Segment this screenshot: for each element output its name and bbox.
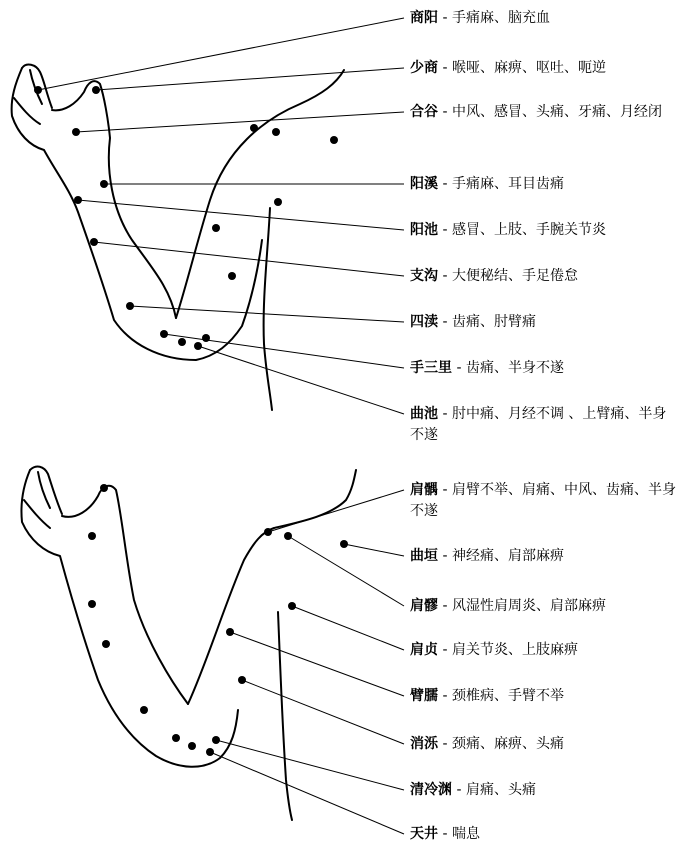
acupoint-name: 少商 (410, 60, 438, 76)
label-shousanli (410, 358, 564, 379)
acupoint-desc: - 手痛麻、脑充血 (438, 10, 550, 26)
acupoint-dot (212, 736, 220, 744)
acupoint-desc: - 肩痛、头痛 (452, 782, 536, 798)
acupoint-dot (102, 640, 110, 648)
acupoint-dot (160, 330, 168, 338)
leader-jianzhen (292, 606, 404, 650)
lower-thumb (62, 486, 188, 704)
acupoint-desc: - 颈椎病、手臂不举 (438, 688, 564, 704)
acupoint-name: 支沟 (410, 268, 438, 284)
acupoint-desc: - 颈痛、麻痹、头痛 (438, 736, 564, 752)
lower-arm-back-line (278, 612, 292, 820)
leader-xiaoluo (242, 680, 404, 744)
acupoint-dot (284, 532, 292, 540)
acupoint-desc: - 齿痛、肘臂痛 (438, 314, 536, 330)
acupoint-desc: - 风湿性肩周炎、肩部麻痹 (438, 598, 606, 614)
acupoint-desc: - 齿痛、半身不遂 (452, 360, 564, 376)
acupoint-dot (34, 86, 42, 94)
acupoint-name: 商阳 (410, 10, 438, 26)
acupoint-name: 阳溪 (410, 176, 438, 192)
acupoint-dot (226, 628, 234, 636)
acupoint-dot (250, 124, 258, 132)
acupoint-dot (140, 706, 148, 714)
acupoint-dot (100, 484, 108, 492)
acupoint-name: 曲池 (410, 406, 438, 422)
leader-shangyang (38, 18, 404, 90)
acupoint-name: 四渎 (410, 314, 438, 330)
acupoint-name: 天井 (410, 826, 438, 842)
acupoint-name: 臂臑 (410, 688, 438, 704)
acupoint-dot (330, 136, 338, 144)
leader-zhigou (94, 242, 404, 276)
acupoint-desc: - 喉哑、麻痹、呕吐、呃逆 (438, 60, 606, 76)
label-quchi (410, 404, 680, 446)
leader-qinglengyuan (216, 740, 404, 790)
acupoint-dot (272, 128, 280, 136)
acupoint-name: 手三里 (410, 360, 452, 376)
label-jianzhen (410, 640, 578, 661)
leader-quyuan (344, 544, 404, 556)
acupoint-dot (88, 600, 96, 608)
label-yangxi (410, 174, 564, 195)
acupoint-dot (74, 196, 82, 204)
acupoint-desc: - 喘息 (438, 826, 480, 842)
acupoint-dot (126, 302, 134, 310)
acupoint-name: 阳池 (410, 222, 438, 238)
label-shangyang (410, 8, 550, 29)
acupoint-desc: - 肘中痛、月经不调 、上臂痛、半身不遂 (410, 406, 667, 443)
label-shaoshang (410, 58, 606, 79)
label-jianliao (410, 596, 606, 617)
acupoint-dot (100, 180, 108, 188)
label-jianyu (410, 480, 680, 522)
acupoint-dot (202, 334, 210, 342)
upper-arm-outline (12, 68, 262, 360)
leader-binao (230, 632, 404, 696)
acupoint-name: 肩髎 (410, 598, 438, 614)
acupoint-dot (340, 540, 348, 548)
acupoint-desc: - 神经痛、肩部麻痹 (438, 548, 564, 564)
leader-quchi (198, 346, 404, 414)
acupoint-dot (274, 198, 282, 206)
upper-thumb (52, 81, 176, 318)
acupoint-desc: - 感冒、上肢、手腕关节炎 (438, 222, 606, 238)
acupoint-desc: - 肩关节炎、上肢麻痹 (438, 642, 578, 658)
acupoint-dot (206, 748, 214, 756)
label-hegu (410, 102, 670, 123)
leader-yangchi (78, 200, 404, 230)
acupoint-dot (238, 676, 246, 684)
acupoint-desc: - 大便秘结、手足倦怠 (438, 268, 578, 284)
label-sidu (410, 312, 536, 333)
acupoint-desc: - 手痛麻、耳目齿痛 (438, 176, 564, 192)
upper-arm-inner-line (176, 70, 344, 318)
label-tianjing (410, 824, 480, 845)
leader-jianyu (268, 490, 404, 532)
acupoint-dot (188, 742, 196, 750)
label-xiaoluo (410, 734, 564, 755)
leader-sidu (130, 306, 404, 322)
acupoint-dot (228, 272, 236, 280)
label-yangchi (410, 220, 606, 241)
upper-arm-back-line (264, 208, 272, 410)
acupoint-desc: - 肩臂不举、肩痛、中风、齿痛、半身不遂 (410, 482, 676, 519)
label-qinglengyuan (410, 780, 536, 801)
label-binao (410, 686, 564, 707)
lower-arm-outline (21, 470, 238, 767)
acupoint-dot (172, 734, 180, 742)
leader-shousanli (164, 334, 404, 368)
lower-hand-fingers (24, 467, 62, 528)
leader-hegu (76, 112, 404, 132)
acupoint-dot (90, 238, 98, 246)
acupoint-name: 曲垣 (410, 548, 438, 564)
acupoint-name: 肩贞 (410, 642, 438, 658)
acupoint-dot (92, 86, 100, 94)
acupoint-dot (88, 532, 96, 540)
label-zhigou (410, 266, 578, 287)
leader-shaoshang (96, 68, 404, 90)
acupoint-dot (264, 528, 272, 536)
acupoint-dot (288, 602, 296, 610)
acupoint-name: 肩髃 (410, 482, 438, 498)
acupoint-name: 清冷渊 (410, 782, 452, 798)
acupoint-desc: - 中风、感冒、头痛、牙痛、月经闭 (438, 104, 662, 120)
acupoint-dot (72, 128, 80, 136)
acupoint-dot (178, 338, 186, 346)
label-quyuan (410, 546, 564, 567)
acupoint-dot (212, 224, 220, 232)
acupoint-dot (194, 342, 202, 350)
acupoint-name: 合谷 (410, 104, 438, 120)
acupoint-name: 消泺 (410, 736, 438, 752)
